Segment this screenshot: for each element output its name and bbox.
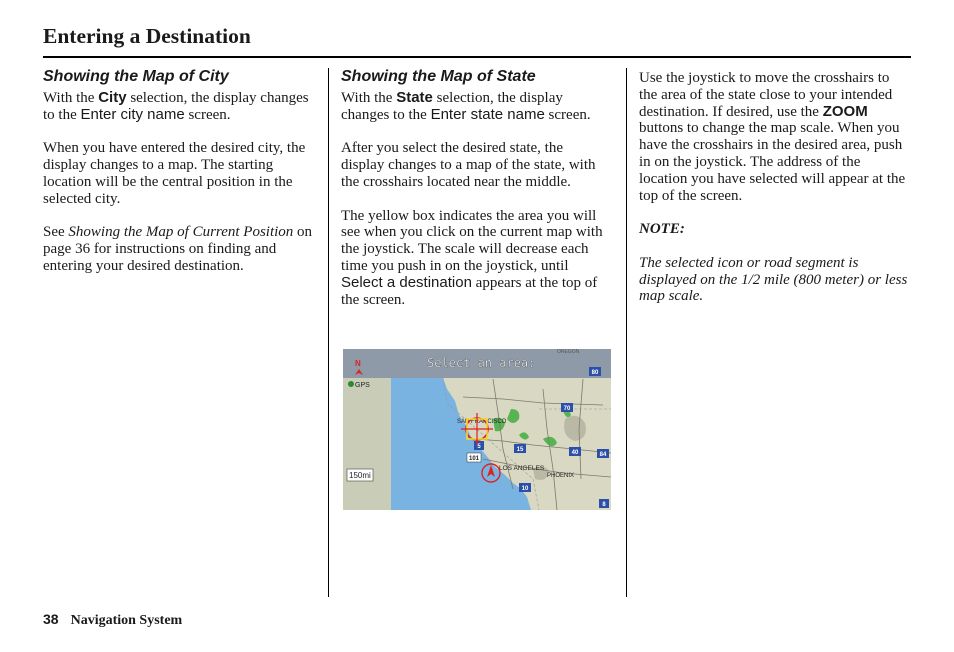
paragraph-state-map: After you select the desired state, the display changes to a map of the state, with the crosshairs located near the middle.	[341, 140, 596, 190]
enter-city-screen-label: Enter city name	[80, 105, 185, 123]
gps-label: GPS	[355, 382, 370, 389]
top-region-label: OREGON	[557, 349, 580, 355]
paragraph-city-selection: With the City selection, the display changes to the Enter city name screen.	[43, 89, 309, 123]
city-option-label: City	[98, 89, 127, 106]
zoom-button-label: ZOOM	[822, 102, 868, 120]
shield-10-label: 10	[521, 486, 529, 492]
note-heading: NOTE:	[639, 221, 685, 238]
column-state	[341, 68, 606, 325]
city-label-phoenix: PHOENIX	[547, 473, 575, 479]
note-body: The selected icon or road segment is displayed on the 1/2 mile (800 meter) or less map scale.	[639, 254, 908, 305]
shield-101-label: 101	[468, 456, 480, 462]
shield-8-label: 8	[602, 502, 606, 508]
shield-40-label: 40	[571, 450, 579, 456]
section-heading-state: Showing the Map of State	[341, 68, 536, 85]
column-divider-1	[328, 68, 329, 597]
paragraph-city-map: When you have entered the desired city, the display changes to a map. The starting location will be the central position in the selected city.	[43, 140, 306, 207]
shield-70-label: 70	[563, 406, 571, 412]
gps-icon	[348, 381, 354, 387]
paragraph-see-also: See Showing the Map of Current Position on page 36 for instructions on finding and entering your desired destination.	[43, 224, 313, 274]
page-footer	[43, 611, 182, 629]
map-banner-text: Select an area:	[427, 356, 536, 370]
paragraph-yellow-box: The yellow box indicates the area you will see when you click on the current map with the joystick. The scale will decrease each time you push in on the joystick, until Select a destination appears at the top of the screen.	[341, 207, 603, 308]
city-label-la: LOS ANGELES	[499, 465, 545, 472]
cross-reference: Showing the Map of Current Position	[68, 224, 294, 241]
city-label-sf: SAN FRANCISCO	[457, 419, 507, 425]
paragraph-joystick: Use the joystick to move the crosshairs to the area of the state close to your intended destination. If desired, use the ZOOM buttons to change the map scale. When you have the crosshairs in the desired area, push in on the joystick. The address of the location you have selected will appear at the top of the screen.	[639, 70, 906, 204]
north-label: N	[355, 359, 361, 368]
state-option-label: State	[396, 89, 433, 106]
footer-label: Navigation System	[70, 613, 183, 628]
shield-15-label: 15	[516, 447, 524, 453]
page-title: Entering a Destination	[43, 24, 251, 48]
shield-80-label: 80	[591, 370, 599, 376]
shield-5-label: 5	[477, 444, 481, 450]
title-rule	[43, 56, 911, 58]
column-city	[43, 68, 318, 292]
enter-state-screen-label: Enter state name	[430, 105, 545, 123]
state-map-screenshot	[343, 349, 611, 510]
section-heading-city: Showing the Map of City	[43, 68, 229, 85]
shield-84-label: 84	[599, 452, 607, 458]
column-joystick	[639, 70, 911, 322]
page-number: 38	[43, 611, 59, 627]
scale-label: 150mi	[349, 471, 371, 480]
paragraph-state-selection: With the State selection, the display changes to the Enter state name screen.	[341, 89, 591, 123]
select-destination-label: Select a destination	[341, 273, 472, 291]
column-divider-2	[626, 68, 627, 597]
